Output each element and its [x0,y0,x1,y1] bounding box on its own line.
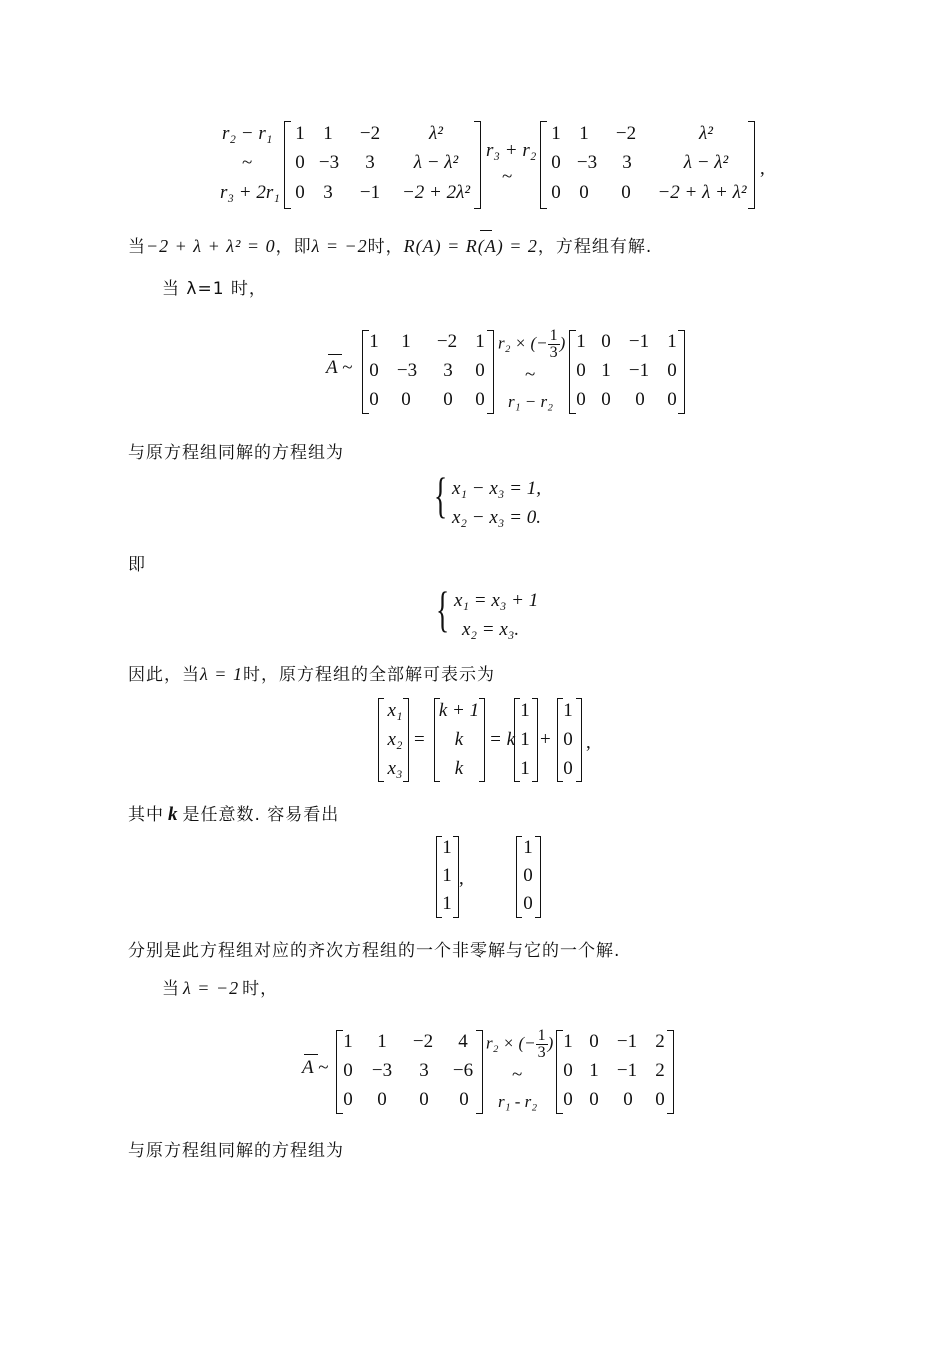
equals-sign: = [414,729,425,750]
row-op-label [498,328,565,361]
fraction-numerator: 1 [537,1027,546,1044]
right-bracket [532,698,538,782]
matrix-cell: −3 [371,1060,393,1081]
plus-sign: + [540,729,551,750]
text-line: 分别是此方程组对应的齐次方程组的一个非零解与它的一个解. [128,941,621,961]
row-op-text: ) [559,333,566,353]
matrix-cell: 3 [323,182,333,203]
row-op-label: r₁ - r₂ [498,1092,538,1111]
vector-entry: 1 [520,729,530,750]
matrix-cell: 0 [475,389,485,410]
matrix-cell: 2 [655,1031,665,1052]
fraction [536,1028,548,1061]
math-variable: k [168,804,179,825]
matrix-cell: −2 [412,1031,434,1052]
vector-entry: 1 [442,837,452,858]
comma: , [459,868,464,889]
equals-k: = k [489,729,516,750]
matrix-cell: 1 [579,123,589,144]
matrix-cell: λ − λ² [413,152,459,173]
math-expression: λ = −2 [311,236,368,256]
overline [328,354,342,355]
right-bracket [479,698,485,782]
matrix-cell: 3 [365,152,375,173]
equation: x₂ = x₃. [462,619,520,640]
matrix-cell: 0 [623,1089,633,1110]
matrix-cell: 1 [369,331,379,352]
math-expression: −2 + λ + λ² = 0 [146,236,276,256]
matrix-cell: 1 [551,123,561,144]
right-bracket [667,1030,674,1114]
trailing-comma: , [586,732,591,753]
fraction-denominator: 3 [537,1044,546,1061]
matrix-cell: 0 [295,182,305,203]
matrix-cell: 1 [667,331,677,352]
matrix-cell: −3 [318,152,340,173]
matrix-cell: 0 [401,389,411,410]
vector-entry: 1 [442,893,452,914]
matrix-cell: 3 [622,152,632,173]
matrix-cell: −2 [359,123,381,144]
overline [480,230,492,231]
matrix-cell: 0 [551,182,561,203]
text-fragment: 当 [162,979,180,999]
row-op-label: r₁ − r₂ [508,392,554,411]
trailing-comma: , [760,158,765,179]
matrix-cell: 0 [589,1089,599,1110]
equation: x₁ − x₃ = 1, [452,478,541,499]
matrix-cell: 4 [458,1031,468,1052]
matrix-cell: −1 [616,1060,638,1081]
matrix-cell: 1 [563,1031,573,1052]
vector-entry: 1 [523,837,533,858]
row-op-label: r₂ − r₁ [222,123,273,144]
vector-entry: 0 [523,865,533,886]
vector-entry: x₃ [387,758,403,779]
text-fragment: 是任意数. 容易看出 [182,805,340,825]
row-op-tilde: ~ [502,166,513,187]
matrix-lhs: A ~ [302,1057,329,1078]
fraction-denominator: 3 [549,344,558,361]
matrix-cell: 0 [601,331,611,352]
matrix-cell: 1 [401,331,411,352]
text-fragment: ，即 [275,237,312,257]
row-op-tilde: ~ [242,152,253,173]
text-fragment: 因此，当 [128,665,200,685]
matrix-cell: 0 [343,1060,353,1081]
right-bracket [476,1030,483,1114]
matrix-cell: −1 [628,331,650,352]
matrix-cell: −3 [396,360,418,381]
matrix-cell: 3 [443,360,453,381]
vector-entry: 0 [563,729,573,750]
vector-entry: 0 [523,893,533,914]
vector-entry: 1 [563,700,573,721]
matrix-cell: 1 [295,123,305,144]
matrix-cell: 0 [551,152,561,173]
matrix-lhs: A ~ [326,357,353,378]
matrix-cell: 0 [621,182,631,203]
matrix-cell: −2 + 2λ² [401,182,471,203]
right-bracket [474,121,481,209]
matrix-cell: 0 [667,360,677,381]
matrix-cell: −2 [436,331,458,352]
matrix-cell: −2 [615,123,637,144]
text-line [128,232,652,257]
right-bracket [576,698,582,782]
text-fragment: 当 [128,237,146,257]
matrix-cell: 2 [655,1060,665,1081]
overline [304,1054,318,1055]
matrix-cell: 0 [579,182,589,203]
right-bracket [535,836,541,918]
matrix-cell: 0 [459,1089,469,1110]
row-op-tilde: ~ [525,364,536,385]
matrix-cell: −1 [359,182,381,203]
matrix-cell: 0 [343,1089,353,1110]
equation: x₁ = x₃ + 1 [454,590,539,611]
equation: x₂ − x₃ = 0. [452,507,541,528]
matrix-cell: 0 [369,360,379,381]
text-line: 当 λ=1 时， [162,279,267,299]
matrix-cell: 0 [419,1089,429,1110]
vector-entry: 1 [520,700,530,721]
matrix-cell: 1 [343,1031,353,1052]
matrix-cell: λ² [699,123,713,144]
matrix-cell: −6 [452,1060,474,1081]
right-bracket [748,121,755,209]
matrix-cell: 0 [667,389,677,410]
text-line: 即 [128,555,146,575]
matrix-cell: −1 [616,1031,638,1052]
matrix-cell: −1 [628,360,650,381]
matrix-cell: 0 [295,152,305,173]
fraction [548,328,560,361]
matrix-cell: 0 [369,389,379,410]
vector-entry: 1 [520,758,530,779]
fraction-numerator: 1 [549,327,558,344]
right-bracket [487,330,494,414]
matrix-cell: 0 [576,360,586,381]
matrix-cell: 0 [589,1031,599,1052]
text-fragment: 时， [242,979,279,999]
text-line [128,800,339,826]
text-line [128,660,495,685]
matrix-cell: 0 [563,1060,573,1081]
left-brace: { [436,581,450,637]
matrix-cell: −3 [576,152,598,173]
matrix-cell: 1 [601,360,611,381]
right-bracket [403,698,409,782]
text-fragment: 时，原方程组的全部解可表示为 [242,665,495,685]
vector-entry: k [454,758,464,779]
text-fragment: ，方程组有解. [537,237,653,257]
math-expression: R(A) = R(A) = 2 [403,236,538,256]
row-op-tilde: ~ [512,1064,523,1085]
row-op-text: r₂ × (− [498,333,548,353]
vector-entry: x₂ [387,729,403,750]
vector-entry: k + 1 [438,700,480,721]
matrix-cell: λ − λ² [683,152,729,173]
row-op-label: r₃ + r₂ [486,140,537,161]
matrix-cell: 0 [655,1089,665,1110]
right-bracket [678,330,685,414]
matrix-cell: 0 [443,389,453,410]
row-op-label: r₃ + 2r₁ [220,182,280,203]
text-fragment: 其中 [128,805,164,825]
math-expression: λ = 1 [200,664,243,684]
vector-entry: 0 [563,758,573,779]
matrix-cell: 0 [601,389,611,410]
matrix-cell: 0 [475,360,485,381]
matrix-cell: 0 [377,1089,387,1110]
vector-entry: x₁ [387,700,403,721]
matrix-cell: −2 + λ + λ² [657,182,747,203]
text-fragment: 时， [367,237,404,257]
matrix-cell: 1 [323,123,333,144]
vector-entry: 1 [442,865,452,886]
matrix-cell: 0 [635,389,645,410]
text-line: 与原方程组同解的方程组为 [128,1141,344,1161]
matrix-cell: 1 [589,1060,599,1081]
matrix-cell: 0 [563,1089,573,1110]
matrix-cell: 1 [377,1031,387,1052]
matrix-cell: 0 [576,389,586,410]
text-line [162,974,278,999]
row-op-label [486,1028,553,1061]
vector-entry: k [454,729,464,750]
matrix-cell: λ² [429,123,443,144]
matrix-cell: 1 [576,331,586,352]
math-expression: λ = −2 [183,978,240,998]
matrix-cell: 3 [419,1060,429,1081]
left-brace: { [434,467,448,523]
row-op-text: r₂ × (− [486,1033,536,1053]
row-op-text: ) [547,1033,554,1053]
text-line: 与原方程组同解的方程组为 [128,443,344,463]
matrix-cell: 1 [475,331,485,352]
